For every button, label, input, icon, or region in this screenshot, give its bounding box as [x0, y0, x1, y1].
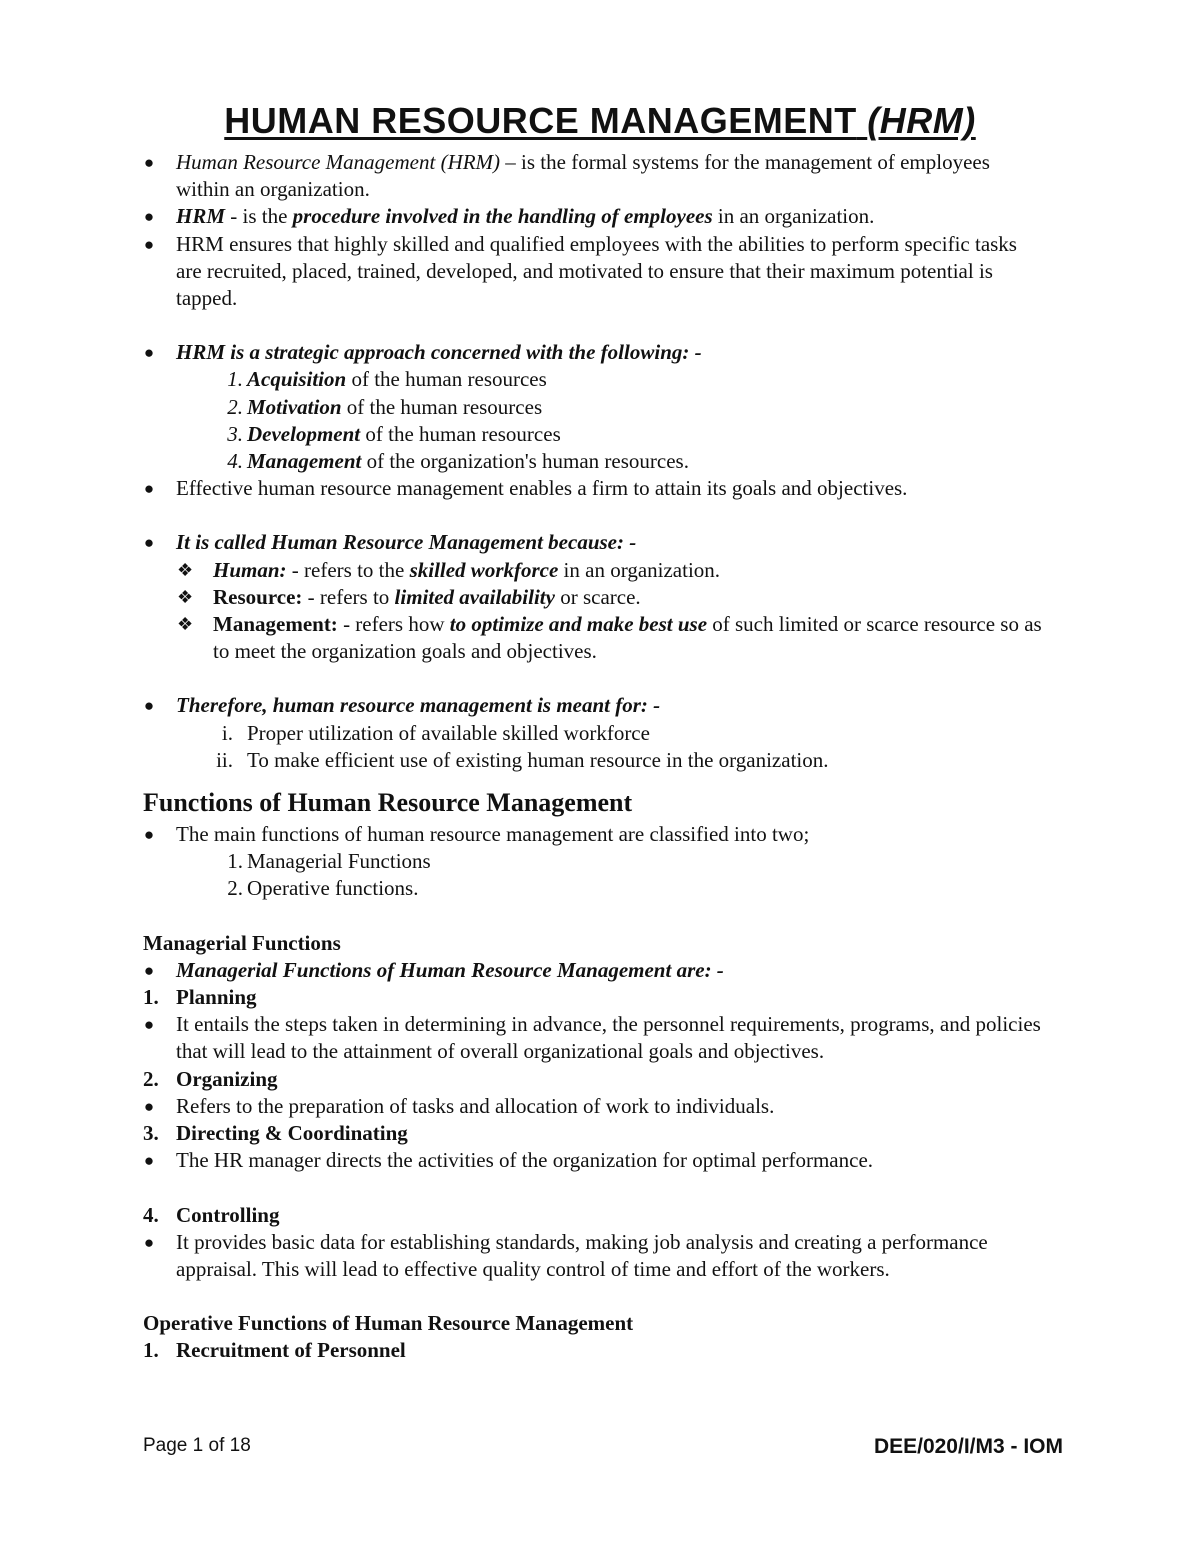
- paragraph-text: HRM ensures that highly skilled and qualified employees with the abilities to perform specific tasks are recruited, placed, trained, developed, and motivated to ensure that their maximum potential is tapped.: [176, 231, 1017, 311]
- text-fragment: in an organization.: [558, 557, 721, 582]
- hrm-abbr: HRM: [176, 204, 226, 229]
- bullet-icon: ●: [143, 696, 155, 716]
- bullet-icon: ●: [143, 1096, 155, 1116]
- bullet-managerial-intro: [143, 957, 1043, 984]
- bullet-effective: [143, 475, 1043, 502]
- section-lead: HRM is a strategic approach concerned with the following: -: [176, 340, 702, 365]
- step-recruitment: [143, 1337, 1043, 1364]
- text-fragment: - refers how: [337, 612, 450, 637]
- bullet-directing-desc: [143, 1147, 1043, 1174]
- strategic-item: [143, 421, 1043, 448]
- strategic-item: [143, 394, 1043, 421]
- diamond-bullet-icon: ❖: [177, 586, 194, 607]
- step-title: Directing & Coordinating: [176, 1121, 408, 1146]
- paragraph-text: Effective human resource management enables a firm to attain its goals and objectives.: [176, 476, 908, 501]
- hrm-term: Human Resource Management (HRM): [176, 150, 501, 174]
- paragraph-text: The HR manager directs the activities of the organization for optimal performance.: [176, 1148, 874, 1173]
- paragraph-text: It provides basic data for establishing standards, making job analysis and creating a performance appraisal. This will lead to effective quality control of time and effort of the workers.: [176, 1229, 988, 1281]
- page-number: Page 1 of 18: [143, 1435, 251, 1456]
- step-planning: [143, 984, 1043, 1011]
- item-text: Operative functions.: [247, 876, 419, 901]
- managerial-heading: Managerial Functions: [143, 930, 341, 955]
- document-code: DEE/020/I/M3 - IOM: [873, 1435, 1063, 1458]
- item-number: 2.: [227, 876, 243, 901]
- step-number: 1.: [143, 985, 159, 1010]
- item-number: 1.: [227, 849, 243, 874]
- title-main: HUMAN RESOURCE MANAGEMENT: [224, 100, 857, 141]
- paragraph-text: It entails the steps taken in determining in advance, the personnel requirements, programs, and policies that will lead to the attainment of overall organizational goals and objectives.: [176, 1012, 1041, 1064]
- bullet-icon: ●: [143, 825, 155, 845]
- bullet-therefore-head: [143, 692, 1043, 719]
- bullet-hrm-definition: [143, 149, 1043, 203]
- item-term: Development: [247, 421, 361, 446]
- item-term: Management: [247, 449, 362, 474]
- emphasis: skilled workforce: [409, 557, 559, 582]
- step-number: 1.: [143, 1338, 159, 1363]
- text-fragment: - refers to: [302, 584, 395, 609]
- bullet-icon: ●: [143, 234, 155, 254]
- bullet-icon: ●: [143, 207, 155, 227]
- diamond-bullet-icon: ❖: [177, 559, 194, 580]
- item-term: Motivation: [247, 394, 342, 419]
- section-lead: Managerial Functions of Human Resource Management are: -: [176, 957, 724, 982]
- item-number: 2.: [227, 394, 243, 419]
- emphasis: limited availability: [394, 584, 555, 609]
- document-body: [143, 149, 1043, 1365]
- bullet-strategic-head: [143, 339, 1043, 366]
- step-title: Organizing: [176, 1066, 278, 1091]
- item-text: Managerial Functions: [247, 849, 431, 874]
- paragraph-text: The main functions of human resource management are classified into two;: [176, 822, 810, 847]
- bullet-icon: ●: [143, 343, 155, 363]
- bullet-icon: ●: [143, 1151, 155, 1171]
- emphasis: procedure involved in the handling of employees: [292, 204, 713, 229]
- bullet-planning-desc: [143, 1011, 1043, 1065]
- step-directing: [143, 1120, 1043, 1147]
- item-term: Acquisition: [247, 367, 347, 392]
- bullet-hrm-procedure: [143, 203, 1043, 230]
- text-fragment: in an organization.: [712, 204, 875, 229]
- paragraph-text: Refers to the preparation of tasks and allocation of work to individuals.: [176, 1093, 775, 1118]
- strategic-item: [143, 448, 1043, 475]
- functions-heading: Functions of Human Resource Management: [143, 788, 633, 818]
- bullet-icon: ●: [143, 153, 155, 172]
- item-text: of the human resources: [341, 394, 543, 419]
- item-text: of the human resources: [360, 421, 561, 446]
- bullet-icon: ●: [143, 1015, 155, 1035]
- bullet-icon: ●: [143, 533, 155, 553]
- item-number: i.: [221, 720, 233, 745]
- item-number: 1.: [227, 367, 243, 392]
- bullet-called-head: [143, 529, 1043, 556]
- item-text: of the organization's human resources.: [361, 449, 689, 474]
- text-fragment: or scarce.: [554, 584, 641, 609]
- text-fragment: - refers to the: [286, 557, 410, 582]
- step-title: Planning: [176, 985, 257, 1010]
- section-lead: It is called Human Resource Management because: -: [176, 530, 637, 555]
- bullet-icon: ●: [143, 479, 155, 499]
- item-number: 3.: [227, 421, 243, 446]
- item-term: Management:: [213, 612, 338, 637]
- step-number: 3.: [143, 1121, 159, 1146]
- called-item-human: [143, 557, 1043, 584]
- item-term: Human:: [213, 557, 287, 582]
- item-number: 4.: [227, 449, 243, 474]
- operative-heading: Operative Functions of Human Resource Management: [143, 1311, 634, 1336]
- functions-item: [143, 848, 1043, 875]
- step-organizing: [143, 1066, 1043, 1093]
- text-fragment: - is the: [225, 204, 293, 229]
- bullet-functions-intro: [143, 821, 1043, 848]
- step-controlling: [143, 1202, 1043, 1229]
- bullet-hrm-ensures: [143, 231, 1043, 313]
- item-term: Resource:: [213, 584, 303, 609]
- hrm-definition-text: – is the formal systems for the management of employees within an organization.: [176, 150, 990, 202]
- emphasis: to optimize and make best use: [449, 612, 708, 637]
- section-lead: Therefore, human resource management is meant for: -: [176, 693, 661, 718]
- functions-item: [143, 875, 1043, 902]
- title-paren: (HRM): [867, 100, 976, 141]
- item-text: Proper utilization of available skilled workforce: [247, 720, 650, 745]
- step-title: Recruitment of Personnel: [176, 1338, 406, 1363]
- text-fragment: of such limited or scarce resource so as to meet the organization goals and objectives.: [213, 612, 1042, 664]
- therefore-item: [143, 720, 1043, 747]
- bullet-icon: ●: [143, 1232, 155, 1252]
- diamond-bullet-icon: ❖: [177, 614, 194, 635]
- bullet-controlling-desc: [143, 1229, 1043, 1283]
- called-item-management: [143, 611, 1043, 665]
- step-title: Controlling: [176, 1202, 280, 1227]
- step-number: 2.: [143, 1066, 159, 1091]
- bullet-organizing-desc: [143, 1093, 1043, 1120]
- step-number: 4.: [143, 1202, 159, 1227]
- strategic-item: [143, 366, 1043, 393]
- called-item-resource: [143, 584, 1043, 611]
- item-text: of the human resources: [346, 367, 547, 392]
- item-number: ii.: [216, 747, 233, 772]
- item-text: To make efficient use of existing human resource in the organization.: [247, 747, 829, 772]
- bullet-icon: ●: [143, 960, 155, 980]
- therefore-item: [143, 747, 1043, 774]
- page-title: [0, 100, 1200, 142]
